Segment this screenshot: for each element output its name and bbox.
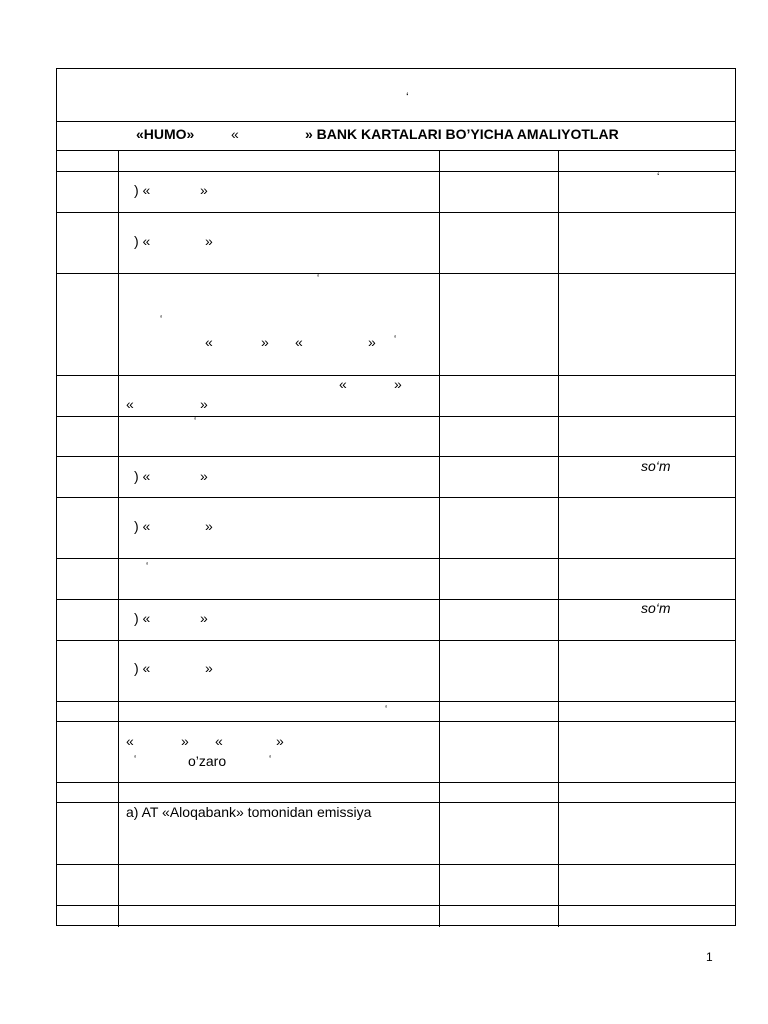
page-number: 1 <box>706 950 713 964</box>
row-quote: » <box>276 733 284 749</box>
row-divider <box>57 497 735 498</box>
title-quote-open: « <box>231 126 239 142</box>
row-paren: ) « <box>134 610 151 626</box>
row-paren: ) « <box>134 233 151 249</box>
row-mark: ‘ <box>134 754 137 765</box>
currency-som: so‘m <box>641 600 671 616</box>
currency-som: so‘m <box>641 458 671 474</box>
row-divider <box>57 599 735 600</box>
title-humo: «HUMO» <box>136 126 195 142</box>
row-divider <box>57 558 735 559</box>
row-text-emission: a) AT «Aloqabank» tomonidan emissiya <box>126 804 372 820</box>
column-divider <box>118 150 119 927</box>
row-mark: ‘ <box>146 561 149 572</box>
row-quote: « <box>205 334 213 350</box>
row-quote: » <box>200 396 208 412</box>
row-quote: « <box>126 733 134 749</box>
row-divider <box>57 701 735 702</box>
row-quote-close: » <box>200 468 208 484</box>
row-paren: ) « <box>134 518 151 534</box>
row-divider <box>57 456 735 457</box>
header-mark: ‘ <box>406 90 409 104</box>
row-quote: « <box>339 376 347 392</box>
row-mark: ‘ <box>394 334 397 345</box>
row-quote: » <box>181 733 189 749</box>
row-quote: « <box>215 733 223 749</box>
row-mark: ‘ <box>317 273 320 284</box>
row-quote-close: » <box>200 610 208 626</box>
row-divider <box>57 905 735 906</box>
row-divider <box>57 864 735 865</box>
row-mark: ‘ <box>160 314 163 325</box>
row-divider <box>57 150 735 151</box>
row-mark: ‘ <box>657 171 660 183</box>
row-divider <box>57 121 735 122</box>
row-divider <box>57 171 735 172</box>
row-quote-close: » <box>205 233 213 249</box>
row-quote: « <box>295 334 303 350</box>
operations-table <box>56 68 736 926</box>
row-divider <box>57 782 735 783</box>
row-paren: ) « <box>134 468 151 484</box>
column-divider <box>558 150 559 927</box>
row-quote-close: » <box>205 660 213 676</box>
row-quote-close: » <box>205 518 213 534</box>
row-text-ozaro: o’zaro <box>188 753 227 769</box>
row-paren: ) « <box>134 660 151 676</box>
row-paren: ) « <box>134 182 151 198</box>
row-quote-close: » <box>200 182 208 198</box>
row-divider <box>57 212 735 213</box>
row-divider <box>57 721 735 722</box>
column-divider <box>439 150 440 927</box>
row-mark: ‘ <box>194 416 197 427</box>
row-divider <box>57 416 735 417</box>
row-mark: ‘ <box>269 754 272 765</box>
row-quote: » <box>368 334 376 350</box>
row-quote: » <box>394 376 402 392</box>
row-quote: « <box>126 396 134 412</box>
row-divider <box>57 640 735 641</box>
row-divider <box>57 802 735 803</box>
row-divider <box>57 273 735 274</box>
row-quote: » <box>261 334 269 350</box>
title-text: » BANK KARTALARI BO’YICHA AMALIYOTLAR <box>305 126 619 142</box>
row-mark: ‘ <box>385 704 388 715</box>
